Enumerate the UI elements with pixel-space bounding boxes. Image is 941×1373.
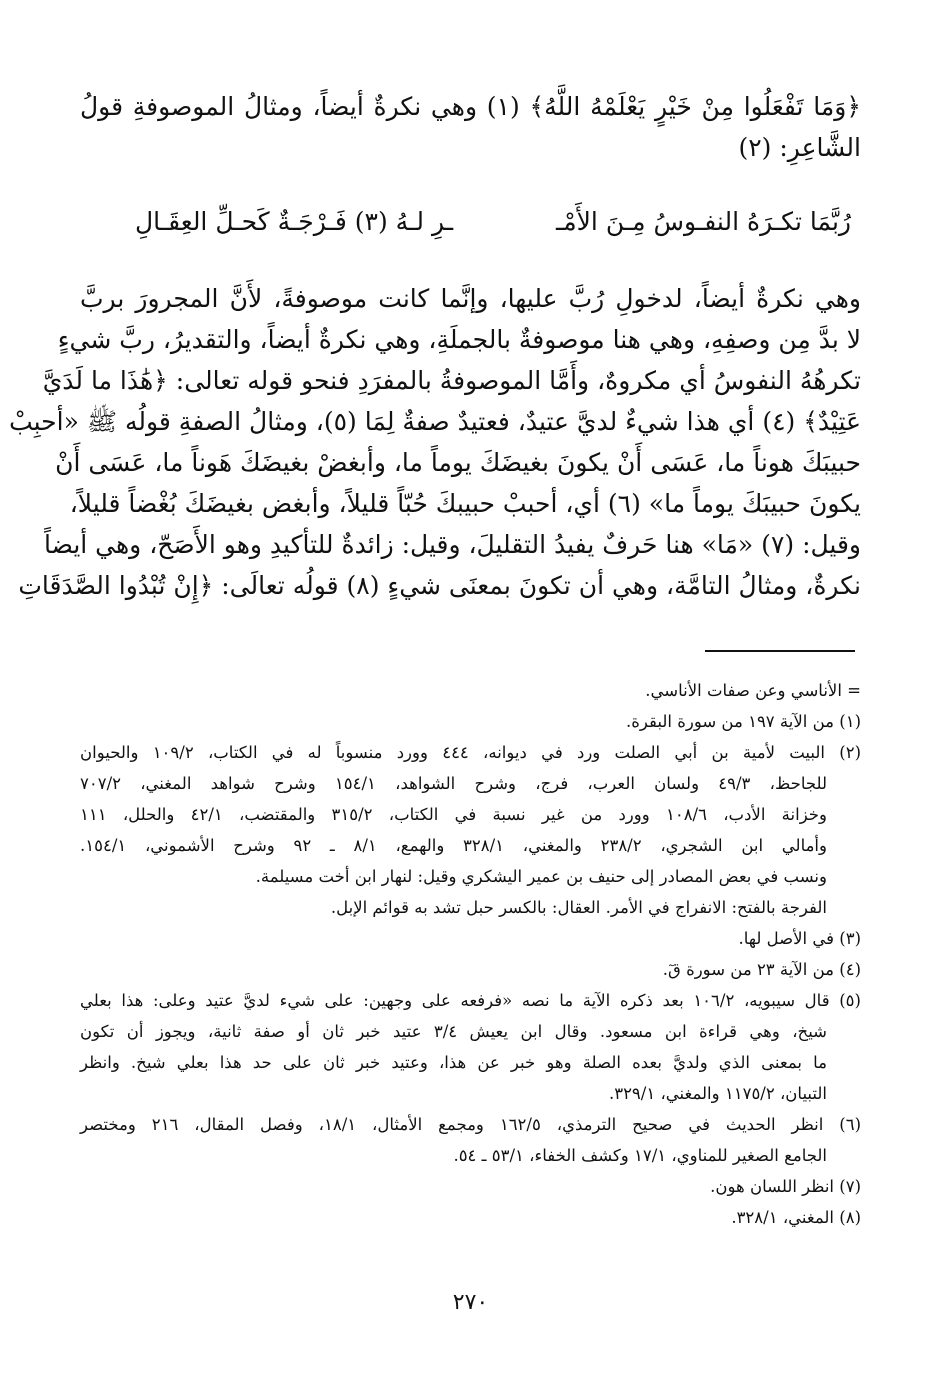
text-line: عَتِيْدٌ﴾ (٤) أي هذا شيءٌ لديَّ عتيدٌ، فعتيدٌ صفةٌ لِمَا (٥)، ومثالُ الصفةِ قولُه ﷺ «أحبِبْ: [9, 407, 861, 436]
footnote-line: = الأناسي وعن صفات الأناسي.: [645, 681, 861, 700]
text-line: ﴿وَمَا تَفْعَلُوا مِنْ خَيْرٍ يَعْلَمْهُ اللَّهُ﴾ (١) وهي نكرةٌ أيضاً، ومثالُ الموصوفةِ قولُ: [80, 92, 861, 121]
footnote-separator: [705, 650, 855, 652]
footnote-line: للجاحظ، ٤٩/٣ ولسان العرب، فرج، وشرح الشواهد، ١٥٤/١ وشرح شواهد المغني، ٧٠٧/٢: [80, 774, 827, 793]
footnote-line: (٣) في الأصل لها.: [738, 929, 861, 948]
text-line: وهي نكرةٌ أيضاً، لدخولِ رُبَّ عليها، وإنَّما كانت موصوفةً، لأَنَّ المجرورَ بربَّ: [80, 284, 861, 313]
text-line: يكونَ حبيبَكَ يوماً ما» (٦) أي، أحببْ حبيبكَ حُبّاً قليلاً، وأبغض بغيضَكَ بُغْضاً قليلاً،: [69, 489, 861, 518]
text-line: الشَّاعِرِ: (٢): [738, 133, 861, 162]
footnote-line: (٢) البيت لأمية بن أبي الصلت ورد في ديوانه، ٤٤٤ وورد منسوباً له في الكتاب، ١٠٩/٢ والحيوان: [80, 743, 861, 762]
footnote-line: الفرجة بالفتح: الانفراج في الأمر. العقال: بالكسر حبل تشد به قوائم الإبل.: [330, 898, 827, 917]
text-line: وقيل: (٧) «مَا» هنا حَرفٌ يفيدُ التقليلَ، وقيل: زائدةٌ للتأكيدِ وهو الأَصَحّ، وهي أيضاً: [44, 530, 861, 559]
footnote-line: وخزانة الأدب، ١٠٨/٦ وورد من غير نسبة في الكتاب، ٣١٥/٢ والمقتضب، ٤٢/١ والحلل، ١١١: [80, 805, 827, 824]
footnote-line: (٧) انظر اللسان هون.: [710, 1177, 861, 1196]
footnote-line: ونسب في بعض المصادر إلى حنيف بن عمير اليشكري وقيل: لنهار ابن أخت مسيلمة.: [255, 867, 827, 886]
text-line: حبيبَكَ هوناً ما، عَسَى أَنْ يكونَ بغيضَكَ يوماً ما، وأبغضْ بغيضَكَ هَوناً ما، عَسَى أَنْ: [55, 448, 861, 477]
footnote-line: (٥) قال سيبويه، ١٠٦/٢ بعد ذكره الآية ما نصه «فرفعه على وجهين: على شيء لديَّ عتيد وعلى: هذا بعلي: [80, 991, 861, 1010]
footnote-line: (١) من الآية ١٩٧ من سورة البقرة.: [626, 712, 861, 731]
poem-hemistich-second: ـرِ لـهُ (٣) فَـرْجَـةٌ كَحـلِّ العِقَـالِ: [135, 207, 454, 236]
footnote-line: وأمالي ابن الشجري، ٢٣٨/٢ والمغني، ٣٢٨/١ والهمع، ٨/١ ـ ٩٢ وشرح الأشموني، ١٥٤/١.: [80, 836, 827, 855]
text-line: نكرةٌ، ومثالُ التامَّة، وهي أن تكونَ بمعنَى شيءٍ (٨) قولُه تعالَى: ﴿إِنْ تُبْدُوا الصَّدَقَاتِ: [18, 571, 861, 600]
main-text-top: [80, 86, 861, 168]
poem-hemistich-first: رُبَّمَا تكـرَهُ النفـوسُ مِـنَ الأَمْـ: [555, 207, 851, 236]
poem-verse: [135, 200, 851, 244]
main-text-body: [9, 278, 861, 606]
footnote-line: ما بمعنى الذي ولديَّ بعده الصلة وهو خبر عن هذا، وعتيد خبر ثان على حد هذا بعلي شيخ. وانظر: [80, 1053, 827, 1072]
footnote-line: الجامع الصغير للمناوي، ١٧/١ وكشف الخفاء، ٥٣/١ ـ ٥٤.: [453, 1146, 827, 1165]
page-number: ٢٧٠: [452, 1290, 489, 1315]
footnotes: [80, 675, 861, 1233]
text-line: لا بدَّ مِن وصفِهِ، وهي هنا موصوفةٌ بالجملَةِ، وهي نكرةٌ أيضاً، والتقديرُ، ربَّ شيءٍ: [57, 325, 861, 354]
footnote-line: شيخ، وهي قراءة ابن مسعود. وقال ابن يعيش ٣/٤ عتيد خبر ثان أو صفة ثانية، ويجوز أن تكون: [80, 1022, 827, 1041]
footnote-line: التبيان، ١١٧٥/٢ والمغني، ٣٢٩/١.: [608, 1084, 827, 1103]
footnote-line: (٨) المغني، ٣٢٨/١.: [731, 1208, 861, 1227]
footnote-line: (٤) من الآية ٢٣ من سورة قٓ.: [662, 960, 861, 979]
footnote-line: (٦) انظر الحديث في صحيح الترمذي، ١٦٢/٥ ومجمع الأمثال، ١٨/١، وفصل المقال، ٢١٦ ومختصر: [80, 1115, 862, 1134]
text-line: تكرهُهُ النفوسُ أي مكروهٌ، وأَمَّا الموصوفةُ بالمفرَدِ فنحو قوله تعالى: ﴿هَٰذَا ما لَدَيَّ: [42, 366, 861, 395]
